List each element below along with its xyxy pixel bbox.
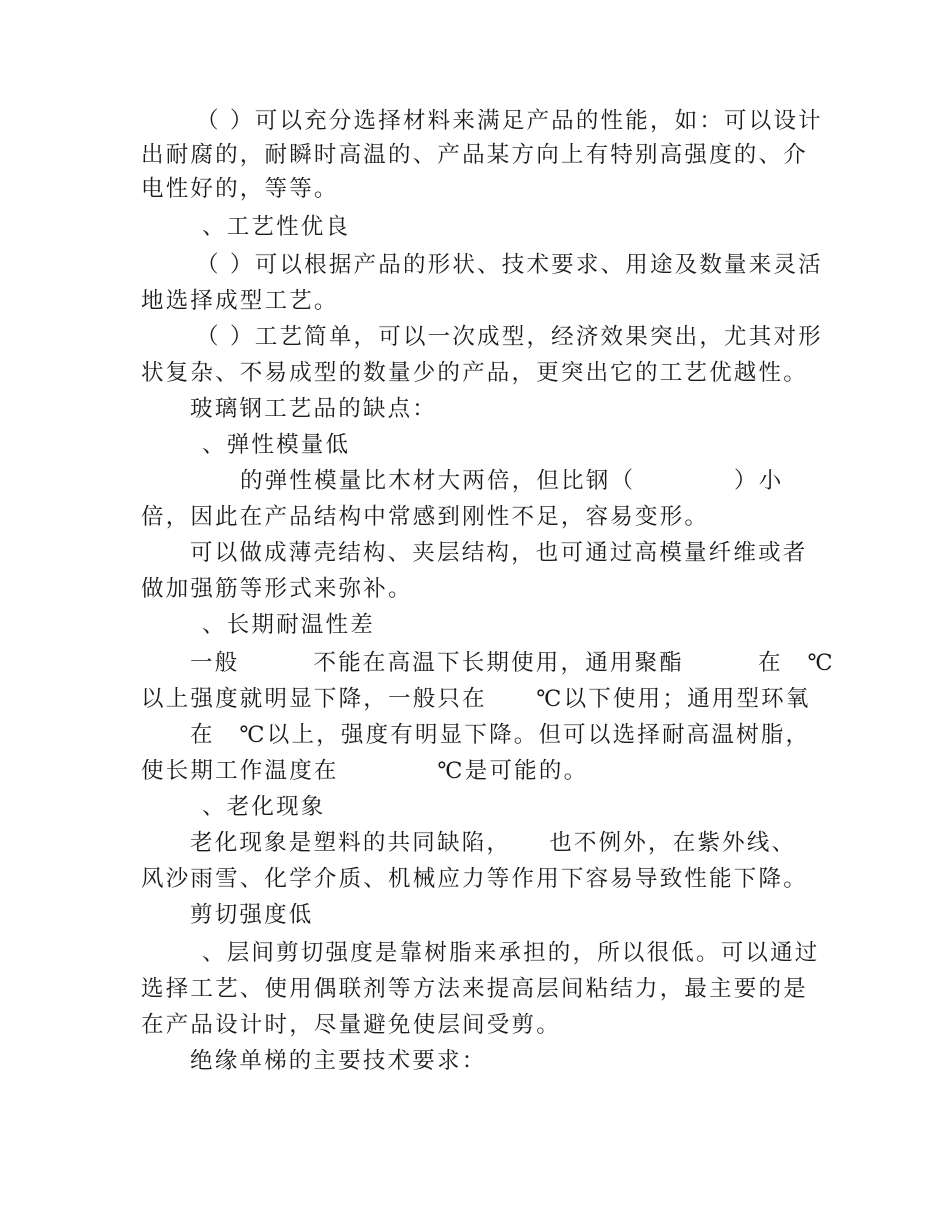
paragraph-line: 使长期工作温度在 ℃是可能的。 bbox=[141, 758, 589, 784]
paragraph-line: 的弹性模量比木材大两倍，但比钢（ ）小 bbox=[240, 468, 784, 494]
section-heading: 剪切强度低 bbox=[190, 902, 314, 928]
paragraph-line: 倍，因此在产品结构中常感到刚性不足，容易变形。 bbox=[141, 504, 710, 530]
section-heading: 、长期耐温性差 bbox=[202, 612, 375, 638]
paragraph-line: 出耐腐的，耐瞬时高温的、产品某方向上有特别高强度的、介 bbox=[141, 142, 808, 168]
paragraph-line: 可以做成薄壳结构、夹层结构，也可通过高模量纤维或者 bbox=[190, 540, 808, 566]
paragraph-line: 地选择成型工艺。 bbox=[141, 288, 339, 314]
paragraph-line: 电性好的，等等。 bbox=[141, 176, 339, 202]
section-heading: 、工艺性优良 bbox=[202, 214, 351, 240]
paragraph-line: （ ）可以根据产品的形状、技术要求、用途及数量来灵活 bbox=[196, 252, 823, 278]
paragraph-line: 一般 不能在高温下长期使用，通用聚酯 在 ℃ bbox=[190, 650, 835, 676]
paragraph-line: 状复杂、不易成型的数量少的产品，更突出它的工艺优越性。 bbox=[141, 360, 808, 386]
paragraph-line: 在产品设计时，尽量避免使层间受剪。 bbox=[141, 1012, 561, 1038]
paragraph-line: 在 ℃以上，强度有明显下降。但可以选择耐高温树脂， bbox=[190, 722, 811, 748]
section-heading: 绝缘单梯的主要技术要求： bbox=[190, 1048, 487, 1074]
paragraph-line: （ ）可以充分选择材料来满足产品的性能，如：可以设计 bbox=[196, 108, 823, 134]
paragraph-line: 做加强筋等形式来弥补。 bbox=[141, 576, 413, 602]
paragraph-line: 风沙雨雪、化学介质、机械应力等作用下容易导致性能下降。 bbox=[141, 866, 808, 892]
section-heading: 、老化现象 bbox=[202, 794, 326, 820]
paragraph-line: （ ）工艺简单，可以一次成型，经济效果突出，尤其对形 bbox=[196, 324, 823, 350]
paragraph-line: 以上强度就明显下降，一般只在 ℃以下使用；通用型环氧 bbox=[141, 686, 811, 712]
section-heading: 、弹性模量低 bbox=[202, 432, 351, 458]
paragraph-line: 选择工艺、使用偶联剂等方法来提高层间粘结力，最主要的是 bbox=[141, 976, 808, 1002]
section-heading: 玻璃钢工艺品的缺点： bbox=[190, 396, 438, 422]
paragraph-line: 、层间剪切强度是靠树脂来承担的，所以很低。可以通过 bbox=[202, 940, 820, 966]
paragraph-line: 老化现象是塑料的共同缺陷， 也不例外，在紫外线、 bbox=[190, 830, 797, 856]
